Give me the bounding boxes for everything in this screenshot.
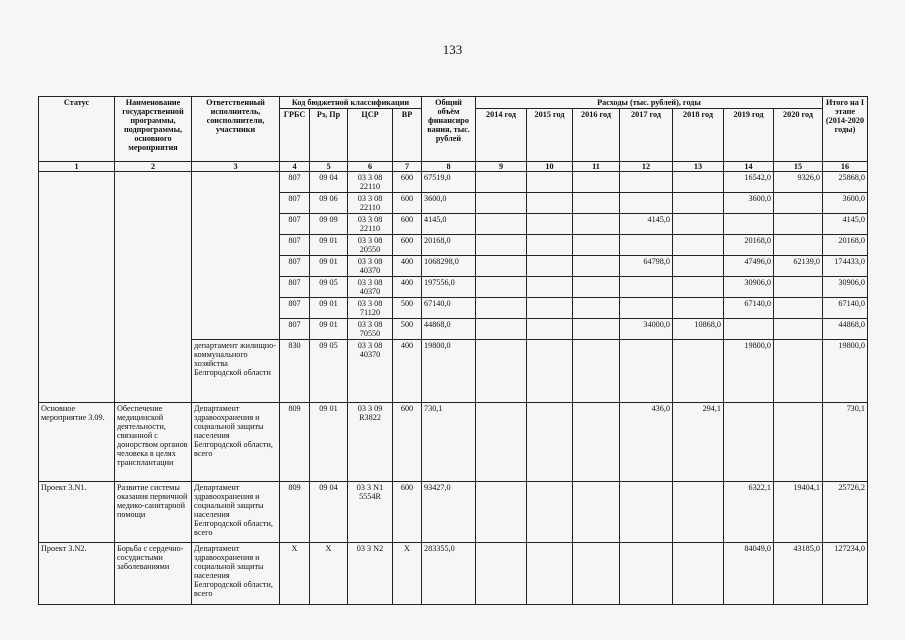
year-2018-cell [673, 193, 724, 214]
vr-cell: 400 [393, 256, 422, 277]
total-cell: 4145,0 [422, 214, 476, 235]
table-row [39, 172, 868, 193]
year-2016-cell [573, 340, 620, 403]
itogo-cell: 174433,0 [823, 256, 868, 277]
grbs-cell: 809 [280, 482, 310, 543]
total-cell: 44868,0 [422, 319, 476, 340]
total-cell: 197556,0 [422, 277, 476, 298]
csr-cell: 03 3 N2 [348, 543, 393, 605]
status-cell: Проект 3.N1. [39, 482, 115, 543]
year-2015-cell [527, 319, 573, 340]
year-2016-cell [573, 277, 620, 298]
year-2018-cell [673, 543, 724, 605]
vr-cell: 600 [393, 482, 422, 543]
itogo-cell: 25726,2 [823, 482, 868, 543]
rzpr-cell: 09 01 [310, 256, 348, 277]
year-2016-cell [573, 482, 620, 543]
year-2019-cell: 30906,0 [724, 277, 774, 298]
year-2014-cell [476, 319, 527, 340]
year-2020-cell [774, 277, 823, 298]
column-number: 8 [422, 162, 476, 172]
itogo-cell: 44868,0 [823, 319, 868, 340]
year-2015-cell [527, 340, 573, 403]
itogo-cell: 19800,0 [823, 340, 868, 403]
header-expenses: Расходы (тыс. рублей), годы [476, 97, 823, 109]
csr-cell: 03 3 08 20550 [348, 235, 393, 256]
grbs-cell: 807 [280, 298, 310, 319]
responsible-cell: Департамент здравоохранения и социальной защиты населения Белгородской области, всего [192, 403, 280, 482]
rzpr-cell: 09 05 [310, 340, 348, 403]
year-2015-cell [527, 277, 573, 298]
year-2016-cell [573, 256, 620, 277]
header-2020: 2020 год [774, 109, 823, 162]
csr-cell: 03 3 08 40370 [348, 256, 393, 277]
year-2014-cell [476, 235, 527, 256]
year-2019-cell: 47496,0 [724, 256, 774, 277]
total-cell: 3600,0 [422, 193, 476, 214]
column-number: 16 [823, 162, 868, 172]
total-cell: 20168,0 [422, 235, 476, 256]
itogo-cell: 730,1 [823, 403, 868, 482]
itogo-cell: 25868,0 [823, 172, 868, 193]
column-number: 12 [620, 162, 673, 172]
header-vr: ВР [393, 109, 422, 162]
itogo-cell: 3600,0 [823, 193, 868, 214]
year-2019-cell [724, 319, 774, 340]
year-2018-cell [673, 256, 724, 277]
rzpr-cell: 09 05 [310, 277, 348, 298]
year-2019-cell: 6322,1 [724, 482, 774, 543]
total-cell: 1068298,0 [422, 256, 476, 277]
year-2020-cell [774, 214, 823, 235]
responsible-cell: Департамент здравоохранения и социальной защиты населения Белгородской области, всего [192, 482, 280, 543]
header-2019: 2019 год [724, 109, 774, 162]
csr-cell: 03 3 09 R3822 [348, 403, 393, 482]
year-2016-cell [573, 298, 620, 319]
column-number: 1 [39, 162, 115, 172]
rzpr-cell: 09 06 [310, 193, 348, 214]
responsible-cell: Департамент здравоохранения и социальной защиты населения Белгородской области, всего [192, 543, 280, 605]
rzpr-cell: 09 01 [310, 298, 348, 319]
year-2017-cell [620, 298, 673, 319]
vr-cell: 600 [393, 403, 422, 482]
year-2014-cell [476, 403, 527, 482]
header-responsible: Ответственный исполнитель, соисполнители, участники [192, 97, 280, 162]
itogo-cell: 30906,0 [823, 277, 868, 298]
column-number: 4 [280, 162, 310, 172]
csr-cell: 03 3 08 70550 [348, 319, 393, 340]
year-2015-cell [527, 256, 573, 277]
year-2017-cell [620, 340, 673, 403]
header-name: Наименование государственной программы, подпрограммы, основного мероприятия [115, 97, 192, 162]
rzpr-cell: 09 01 [310, 403, 348, 482]
year-2017-cell [620, 277, 673, 298]
year-2015-cell [527, 543, 573, 605]
year-2020-cell: 43185,0 [774, 543, 823, 605]
year-2014-cell [476, 172, 527, 193]
year-2019-cell: 19800,0 [724, 340, 774, 403]
grbs-cell: 830 [280, 340, 310, 403]
year-2015-cell [527, 193, 573, 214]
year-2020-cell [774, 193, 823, 214]
vr-cell: 500 [393, 298, 422, 319]
year-2019-cell [724, 403, 774, 482]
year-2017-cell [620, 235, 673, 256]
year-2017-cell: 4145,0 [620, 214, 673, 235]
grbs-cell: 807 [280, 319, 310, 340]
table-row [39, 543, 868, 605]
year-2018-cell [673, 482, 724, 543]
grbs-cell: 807 [280, 172, 310, 193]
status-cell: Основное мероприятие 3.09. [39, 403, 115, 482]
header-itogo: Итого на I этапе (2014-2020 годы) [823, 97, 868, 162]
year-2016-cell [573, 172, 620, 193]
year-2016-cell [573, 403, 620, 482]
year-2020-cell [774, 403, 823, 482]
year-2014-cell [476, 214, 527, 235]
total-cell: 283355,0 [422, 543, 476, 605]
year-2015-cell [527, 214, 573, 235]
column-number: 15 [774, 162, 823, 172]
header-grbs: ГРБС [280, 109, 310, 162]
column-number: 3 [192, 162, 280, 172]
grbs-cell: 807 [280, 235, 310, 256]
rzpr-cell: 09 01 [310, 319, 348, 340]
year-2019-cell: 84049,0 [724, 543, 774, 605]
header-csr: ЦСР [348, 109, 393, 162]
year-2020-cell [774, 235, 823, 256]
year-2017-cell [620, 543, 673, 605]
year-2017-cell [620, 193, 673, 214]
csr-cell: 03 3 08 22110 [348, 172, 393, 193]
header-2017: 2017 год [620, 109, 673, 162]
column-number: 14 [724, 162, 774, 172]
csr-cell: 03 3 08 22110 [348, 214, 393, 235]
header-rzpr: Рз, Пр [310, 109, 348, 162]
year-2018-cell [673, 214, 724, 235]
rzpr-cell: 09 01 [310, 235, 348, 256]
year-2014-cell [476, 298, 527, 319]
responsible-cell [192, 172, 280, 340]
budget-table [38, 96, 868, 605]
status-cell [39, 172, 115, 403]
year-2019-cell: 3600,0 [724, 193, 774, 214]
itogo-cell: 20168,0 [823, 235, 868, 256]
vr-cell: 600 [393, 214, 422, 235]
year-2018-cell: 10868,0 [673, 319, 724, 340]
year-2015-cell [527, 172, 573, 193]
vr-cell: 400 [393, 277, 422, 298]
total-cell: 19800,0 [422, 340, 476, 403]
grbs-cell: 809 [280, 403, 310, 482]
year-2018-cell [673, 172, 724, 193]
total-cell: 730,1 [422, 403, 476, 482]
column-number: 7 [393, 162, 422, 172]
year-2016-cell [573, 193, 620, 214]
itogo-cell: 4145,0 [823, 214, 868, 235]
header-status: Статус [39, 97, 115, 162]
name-cell [115, 172, 192, 403]
header-2018: 2018 год [673, 109, 724, 162]
total-cell: 93427,0 [422, 482, 476, 543]
name-cell: Развитие системы оказания первичной медико-санитарной помощи [115, 482, 192, 543]
name-cell: Борьба с сердечно-сосудистыми заболеваниями [115, 543, 192, 605]
vr-cell: 600 [393, 172, 422, 193]
year-2020-cell [774, 298, 823, 319]
year-2017-cell [620, 482, 673, 543]
vr-cell: X [393, 543, 422, 605]
vr-cell: 400 [393, 340, 422, 403]
year-2014-cell [476, 193, 527, 214]
header-2015: 2015 год [527, 109, 573, 162]
year-2019-cell: 67140,0 [724, 298, 774, 319]
vr-cell: 600 [393, 193, 422, 214]
year-2015-cell [527, 482, 573, 543]
year-2017-cell: 64798,0 [620, 256, 673, 277]
responsible-cell: департамент жилищно-коммунального хозяйства Белгородской области [192, 340, 280, 403]
table-body [39, 172, 868, 605]
csr-cell: 03 3 N1 5554R [348, 482, 393, 543]
itogo-cell: 127234,0 [823, 543, 868, 605]
vr-cell: 500 [393, 319, 422, 340]
header-budget-code: Код бюджетной классификации [280, 97, 422, 109]
vr-cell: 600 [393, 235, 422, 256]
header-2016: 2016 год [573, 109, 620, 162]
header-total: Общий объём финансиро вания, тыс. рублей [422, 97, 476, 162]
column-number: 2 [115, 162, 192, 172]
year-2018-cell [673, 235, 724, 256]
grbs-cell: X [280, 543, 310, 605]
year-2017-cell [620, 172, 673, 193]
header-2014: 2014 год [476, 109, 527, 162]
year-2017-cell: 34000,0 [620, 319, 673, 340]
year-2014-cell [476, 482, 527, 543]
year-2019-cell: 20168,0 [724, 235, 774, 256]
rzpr-cell: 09 09 [310, 214, 348, 235]
name-cell: Обеспечение медицинской деятельности, связанной с донорством органов человека в целях трансплантации [115, 403, 192, 482]
column-number: 6 [348, 162, 393, 172]
column-number: 13 [673, 162, 724, 172]
year-2020-cell [774, 340, 823, 403]
column-number: 9 [476, 162, 527, 172]
year-2018-cell [673, 298, 724, 319]
year-2015-cell [527, 403, 573, 482]
year-2014-cell [476, 277, 527, 298]
column-number: 5 [310, 162, 348, 172]
itogo-cell: 67140,0 [823, 298, 868, 319]
grbs-cell: 807 [280, 256, 310, 277]
year-2019-cell: 16542,0 [724, 172, 774, 193]
csr-cell: 03 3 08 22110 [348, 193, 393, 214]
year-2018-cell: 294,1 [673, 403, 724, 482]
grbs-cell: 807 [280, 193, 310, 214]
year-2015-cell [527, 235, 573, 256]
rzpr-cell: 09 04 [310, 482, 348, 543]
year-2016-cell [573, 543, 620, 605]
total-cell: 67140,0 [422, 298, 476, 319]
csr-cell: 03 3 08 40370 [348, 340, 393, 403]
year-2019-cell [724, 214, 774, 235]
table-row [39, 482, 868, 543]
grbs-cell: 807 [280, 214, 310, 235]
year-2018-cell [673, 277, 724, 298]
csr-cell: 03 3 08 40370 [348, 277, 393, 298]
table-row [39, 403, 868, 482]
status-cell: Проект 3.N2. [39, 543, 115, 605]
year-2016-cell [573, 235, 620, 256]
year-2020-cell: 9326,0 [774, 172, 823, 193]
year-2016-cell [573, 319, 620, 340]
year-2020-cell: 62139,0 [774, 256, 823, 277]
csr-cell: 03 3 08 71120 [348, 298, 393, 319]
year-2017-cell: 436,0 [620, 403, 673, 482]
year-2020-cell: 19404,1 [774, 482, 823, 543]
year-2016-cell [573, 214, 620, 235]
column-number: 10 [527, 162, 573, 172]
year-2014-cell [476, 340, 527, 403]
rzpr-cell: X [310, 543, 348, 605]
year-2018-cell [673, 340, 724, 403]
year-2015-cell [527, 298, 573, 319]
year-2014-cell [476, 543, 527, 605]
column-number: 11 [573, 162, 620, 172]
year-2014-cell [476, 256, 527, 277]
year-2020-cell [774, 319, 823, 340]
total-cell: 67519,0 [422, 172, 476, 193]
page-number: 133 [442, 42, 463, 57]
rzpr-cell: 09 04 [310, 172, 348, 193]
grbs-cell: 807 [280, 277, 310, 298]
